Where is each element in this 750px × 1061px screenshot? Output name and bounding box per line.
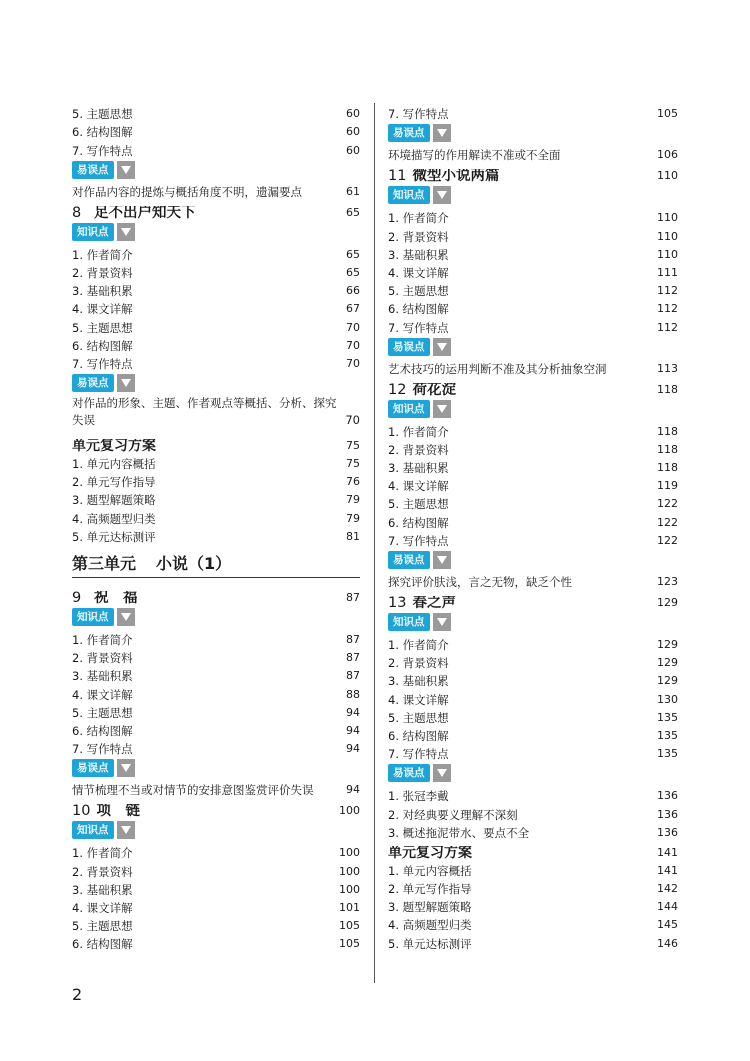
entry-title: 艺术技巧的运用判断不准及其分析抽象空洞 (388, 361, 607, 376)
toc-mistake-entry[interactable] (388, 572, 678, 589)
toc-entry[interactable] (72, 860, 360, 878)
tag-label: 易误点 (72, 374, 114, 392)
toc-entry[interactable] (388, 803, 678, 821)
toc-entry[interactable] (388, 207, 678, 225)
entry-title: 5. 主题思想 (388, 710, 449, 725)
toc-entry[interactable] (388, 896, 678, 914)
entry-page: 129 (657, 674, 678, 688)
chapter-page: 87 (346, 590, 360, 604)
entry-title: 2. 背景资料 (388, 229, 449, 244)
review-page: 141 (657, 845, 678, 859)
entry-page: 145 (657, 918, 678, 932)
toc-entry[interactable] (388, 103, 678, 121)
chapter-title: 祝 福 (94, 590, 138, 605)
entry-page: 136 (657, 789, 678, 803)
entry-page: 144 (657, 900, 678, 914)
chapter-title-group (72, 804, 140, 818)
knowledge-points-tag (388, 186, 451, 204)
section-tag-row (72, 371, 360, 395)
toc-entry[interactable] (72, 933, 360, 951)
page-number: 2 (72, 985, 83, 1004)
entry-page: 141 (657, 863, 678, 877)
entry-title: 6. 结构图解 (388, 515, 449, 530)
toc-entry[interactable] (72, 139, 360, 157)
toc-entry[interactable] (72, 629, 360, 647)
entry-page: 61 (346, 184, 360, 198)
entry-title: 1. 张冠李戴 (388, 789, 449, 804)
unit-subtitle: 小说（1） (156, 553, 232, 573)
unit-title: 第三单元 (72, 553, 137, 573)
toc-entry[interactable] (388, 914, 678, 932)
chevron-down-icon (433, 551, 451, 569)
toc-entry[interactable] (72, 121, 360, 139)
common-mistakes-tag (388, 764, 451, 782)
knowledge-points-tag (388, 613, 451, 631)
chapter-number: 11 (388, 169, 407, 184)
chapter-title: 项 链 (96, 804, 140, 819)
chapter-heading[interactable] (72, 199, 360, 220)
entry-title: 5. 主题思想 (72, 107, 133, 122)
toc-entry[interactable] (72, 507, 360, 525)
entry-page: 136 (657, 825, 678, 839)
entry-title: 2. 背景资料 (72, 864, 133, 879)
entry-page: 87 (346, 633, 360, 646)
entry-page: 122 (657, 497, 678, 511)
section-tag-row (72, 158, 360, 182)
entry-title: 7. 写作特点 (388, 320, 449, 335)
entry-title: 5. 主题思想 (72, 919, 133, 934)
entry-page: 88 (346, 687, 360, 701)
entry-title: 对作品内容的提炼与概括角度不明，遗漏要点 (72, 184, 302, 199)
chapter-title-group (72, 206, 196, 220)
toc-entry[interactable] (388, 634, 678, 652)
chapter-title: 微型小说两篇 (412, 169, 500, 184)
toc-entry[interactable] (388, 725, 678, 743)
entry-page: 105 (657, 107, 678, 121)
entry-title: 6. 结构图解 (72, 937, 133, 952)
section-tag-row (388, 183, 678, 207)
chevron-down-icon (117, 759, 135, 777)
entry-page: 60 (346, 125, 360, 139)
entry-page: 60 (346, 143, 360, 157)
toc-entry[interactable] (72, 244, 360, 262)
tag-label: 易误点 (388, 338, 430, 356)
chevron-down-icon (433, 613, 451, 631)
entry-page: 70 (345, 412, 360, 427)
entry-page: 110 (657, 211, 678, 225)
chevron-down-icon (433, 338, 451, 356)
toc-entry[interactable] (72, 683, 360, 701)
entry-page: 111 (657, 265, 678, 279)
entry-title: 3. 基础积累 (72, 669, 133, 684)
toc-entry[interactable] (72, 915, 360, 933)
chapter-heading[interactable] (388, 589, 678, 610)
knowledge-points-tag (72, 608, 135, 626)
chapter-number: 12 (388, 382, 407, 397)
chapter-page: 129 (657, 595, 678, 609)
entry-title-line2: 失误 (72, 412, 95, 427)
unit-review-heading[interactable] (388, 840, 678, 860)
common-mistakes-tag (388, 124, 451, 142)
entry-line2 (72, 412, 360, 429)
entry-title: 4. 高频题型归类 (388, 918, 472, 933)
chapter-title-group (388, 169, 499, 183)
entry-page: 106 (657, 148, 678, 162)
toc-entry[interactable] (72, 298, 360, 316)
section-tag-row (72, 756, 360, 780)
review-title: 单元复习方案 (72, 438, 156, 453)
entry-page: 101 (339, 900, 360, 914)
entry-title: 4. 课文详解 (72, 687, 133, 702)
knowledge-points-tag (72, 223, 135, 241)
tag-label: 易误点 (388, 551, 430, 569)
toc-entry[interactable] (72, 453, 360, 471)
entry-page: 70 (346, 338, 360, 352)
entry-page: 87 (346, 669, 360, 683)
entry-page: 67 (346, 302, 360, 316)
unit-heading (72, 548, 360, 578)
entry-title: 2. 对经典要义理解不深刻 (388, 807, 518, 822)
chapter-heading[interactable] (388, 162, 678, 183)
toc-entry[interactable] (388, 652, 678, 670)
entry-page: 100 (339, 846, 360, 860)
toc-entry[interactable] (72, 353, 360, 371)
section-tag-row (72, 818, 360, 842)
toc-entry[interactable] (72, 842, 360, 860)
chapter-title: 春之声 (412, 595, 456, 610)
entry-page: 112 (657, 302, 678, 316)
tag-label: 易误点 (388, 124, 430, 142)
entry-page: 70 (346, 356, 360, 370)
toc-entry[interactable] (388, 932, 678, 950)
entry-title: 1. 单元内容概括 (388, 863, 472, 878)
tag-label: 易误点 (72, 161, 114, 179)
toc-entry[interactable] (388, 298, 678, 316)
entry-title: 1. 作者简介 (72, 633, 133, 647)
entry-page: 123 (657, 574, 678, 588)
chevron-down-icon (433, 124, 451, 142)
toc-entry[interactable] (388, 262, 678, 280)
entry-title: 2. 背景资料 (388, 442, 449, 457)
entry-title: 1. 作者简介 (388, 211, 449, 226)
entry-page: 129 (657, 638, 678, 651)
section-tag-row (388, 121, 678, 145)
chapter-number: 9 (72, 590, 82, 605)
entry-title: 7. 写作特点 (72, 143, 133, 158)
entry-title: 情节梳理不当或对情节的安排意图鉴赏评价失误 (72, 783, 314, 798)
entry-page: 142 (657, 882, 678, 896)
section-tag-row (72, 605, 360, 629)
tag-label: 知识点 (388, 613, 430, 631)
entry-page: 94 (346, 705, 360, 719)
entry-page: 135 (657, 747, 678, 761)
entry-title: 2. 单元写作指导 (388, 882, 472, 897)
toc-entry[interactable] (72, 103, 360, 121)
entry-title: 1. 作者简介 (388, 638, 449, 652)
entry-title: 3. 题型解题策略 (72, 493, 156, 508)
toc-entry[interactable] (388, 493, 678, 511)
entry-title: 4. 课文详解 (388, 479, 449, 494)
entry-page: 100 (339, 882, 360, 896)
chevron-down-icon (433, 764, 451, 782)
entry-title: 4. 课文详解 (388, 692, 449, 707)
entry-title: 1. 单元内容概括 (72, 457, 156, 472)
toc-entry[interactable] (388, 743, 678, 761)
entry-page: 146 (657, 936, 678, 950)
toc-entry[interactable] (72, 897, 360, 915)
section-tag-row (388, 548, 678, 572)
tag-label: 知识点 (388, 400, 430, 418)
toc-entry[interactable] (388, 822, 678, 840)
entry-page: 94 (346, 723, 360, 737)
entry-title: 3. 概述拖泥带水、要点不全 (388, 825, 530, 840)
section-tag-row (388, 397, 678, 421)
toc-mistake-entry[interactable] (72, 395, 360, 433)
toc-entry[interactable] (388, 785, 678, 803)
entry-page: 122 (657, 533, 678, 547)
entry-title: 7. 写作特点 (388, 747, 449, 762)
toc-entry[interactable] (72, 665, 360, 683)
toc-entry[interactable] (388, 421, 678, 439)
toc-entry[interactable] (72, 647, 360, 665)
tag-label: 易误点 (388, 764, 430, 782)
entry-title: 1. 作者简介 (72, 846, 133, 861)
entry-page: 65 (346, 265, 360, 279)
entry-page: 129 (657, 656, 678, 670)
chapter-heading[interactable] (72, 584, 360, 605)
toc-entry[interactable] (388, 860, 678, 878)
entry-title: 5. 主题思想 (388, 497, 449, 512)
toc-entry[interactable] (72, 720, 360, 738)
entry-title: 4. 课文详解 (72, 900, 133, 915)
toc-entry[interactable] (388, 457, 678, 475)
entry-title: 6. 结构图解 (72, 125, 133, 140)
entry-page: 75 (346, 457, 360, 471)
chapter-page: 110 (657, 169, 678, 183)
entry-title: 3. 基础积累 (388, 674, 449, 689)
common-mistakes-tag (388, 551, 451, 569)
toc-entry[interactable] (72, 879, 360, 897)
section-tag-row (388, 761, 678, 785)
toc-entry[interactable] (72, 489, 360, 507)
entry-title: 4. 课文详解 (388, 265, 449, 280)
chapter-title-group (388, 383, 456, 397)
entry-title: 探究评价肤浅，言之无物，缺乏个性 (388, 574, 572, 589)
entry-page: 110 (657, 247, 678, 261)
entry-title-line1: 对作品的形象、主题、作者观点等概括、分析、探究 (72, 395, 337, 410)
section-tag-row (388, 610, 678, 634)
entry-page: 94 (346, 783, 360, 797)
entry-page: 118 (657, 424, 678, 438)
toc-mistake-entry[interactable] (72, 780, 360, 797)
review-title: 单元复习方案 (388, 845, 472, 860)
chevron-down-icon (117, 608, 135, 626)
entry-title: 2. 背景资料 (72, 265, 133, 280)
chevron-down-icon (433, 400, 451, 418)
toc-entry[interactable] (72, 335, 360, 353)
entry-title: 1. 作者简介 (72, 247, 133, 262)
toc-entry[interactable] (72, 316, 360, 334)
entry-title: 6. 结构图解 (72, 338, 133, 353)
entry-page: 100 (339, 864, 360, 878)
toc-entry[interactable] (72, 280, 360, 298)
section-tag-row (72, 220, 360, 244)
entry-page: 79 (346, 493, 360, 507)
entry-page: 112 (657, 284, 678, 298)
knowledge-points-tag (72, 821, 135, 839)
entry-title: 5. 单元达标测评 (72, 529, 156, 544)
chapter-page: 118 (657, 382, 678, 396)
entry-title: 7. 写作特点 (72, 356, 133, 371)
chapter-page: 100 (339, 804, 360, 818)
toc-entry[interactable] (388, 475, 678, 493)
entry-title: 5. 主题思想 (388, 284, 449, 299)
section-tag-row (388, 335, 678, 359)
entry-page: 130 (657, 692, 678, 706)
entry-title: 5. 主题思想 (72, 320, 133, 335)
common-mistakes-tag (72, 759, 135, 777)
entry-title: 3. 基础积累 (388, 247, 449, 262)
entry-title: 5. 单元达标测评 (388, 936, 472, 951)
entry-title: 环境描写的作用解读不准或不全面 (388, 148, 561, 163)
entry-title: 7. 写作特点 (388, 107, 449, 122)
chapter-heading[interactable] (388, 376, 678, 397)
toc-mistake-entry[interactable] (72, 182, 360, 199)
chapter-number: 10 (72, 804, 91, 819)
entry-page: 135 (657, 710, 678, 724)
common-mistakes-tag (72, 161, 135, 179)
entry-title: 1. 作者简介 (388, 424, 449, 439)
entry-title: 6. 结构图解 (388, 728, 449, 743)
toc-entry[interactable] (388, 530, 678, 548)
entry-page: 105 (339, 937, 360, 951)
tag-label: 知识点 (72, 223, 114, 241)
review-page: 75 (346, 438, 360, 452)
entry-page: 66 (346, 284, 360, 298)
entry-page: 105 (339, 919, 360, 933)
common-mistakes-tag (72, 374, 135, 392)
toc-entry[interactable] (388, 511, 678, 529)
entry-page: 118 (657, 442, 678, 456)
entry-title: 5. 主题思想 (72, 705, 133, 720)
chevron-down-icon (433, 186, 451, 204)
tag-label: 知识点 (388, 186, 430, 204)
chapter-title: 荷花淀 (412, 382, 456, 397)
entry-page: 76 (346, 475, 360, 489)
entry-title: 3. 基础积累 (72, 882, 133, 897)
entry-title: 2. 单元写作指导 (72, 475, 156, 490)
toc-entry[interactable] (72, 471, 360, 489)
tag-label: 知识点 (72, 821, 114, 839)
entry-page: 136 (657, 807, 678, 821)
toc-mistake-entry[interactable] (388, 359, 678, 376)
entry-title: 4. 高频题型归类 (72, 511, 156, 526)
toc-entry[interactable] (388, 225, 678, 243)
toc-entry[interactable] (388, 878, 678, 896)
tag-label: 知识点 (72, 608, 114, 626)
knowledge-points-tag (388, 400, 451, 418)
entry-page: 79 (346, 511, 360, 525)
entry-title: 3. 题型解题策略 (388, 900, 472, 915)
chapter-title: 足不出户知天下 (94, 205, 196, 220)
entry-title: 4. 课文详解 (72, 302, 133, 317)
common-mistakes-tag (388, 338, 451, 356)
chevron-down-icon (117, 223, 135, 241)
entry-page: 65 (346, 247, 360, 261)
entry-page: 113 (657, 361, 678, 375)
toc-entry[interactable] (388, 439, 678, 457)
entry-page: 60 (346, 107, 360, 121)
entry-page: 70 (346, 320, 360, 334)
toc-entry[interactable] (388, 316, 678, 334)
entry-page: 135 (657, 728, 678, 742)
entry-page: 94 (346, 742, 360, 756)
toc-entry[interactable] (388, 707, 678, 725)
chapter-number: 8 (72, 205, 82, 220)
toc-entry[interactable] (72, 526, 360, 544)
entry-page: 119 (657, 479, 678, 493)
chapter-number: 13 (388, 595, 407, 610)
toc-entry[interactable] (72, 262, 360, 280)
entry-title: 7. 写作特点 (72, 742, 133, 757)
toc-entry[interactable] (388, 244, 678, 262)
chapter-title-group (72, 591, 138, 605)
toc-entry[interactable] (72, 702, 360, 720)
chapter-page: 65 (346, 205, 360, 219)
column-divider (374, 103, 375, 983)
entry-page: 118 (657, 461, 678, 475)
entry-title: 3. 基础积累 (388, 461, 449, 476)
chevron-down-icon (117, 374, 135, 392)
entry-page: 87 (346, 651, 360, 665)
entry-page: 122 (657, 515, 678, 529)
chapter-title-group (388, 596, 456, 610)
entry-page: 112 (657, 320, 678, 334)
toc-left-column (72, 103, 360, 951)
entry-title: 2. 背景资料 (72, 651, 133, 666)
toc-entry[interactable] (388, 688, 678, 706)
entry-title: 3. 基础积累 (72, 284, 133, 299)
unit-review-heading[interactable] (72, 433, 360, 453)
chevron-down-icon (117, 161, 135, 179)
entry-title: 6. 结构图解 (388, 302, 449, 317)
toc-mistake-entry[interactable] (388, 145, 678, 162)
entry-title: 6. 结构图解 (72, 723, 133, 738)
entry-title: 7. 写作特点 (388, 533, 449, 548)
chapter-heading[interactable] (72, 797, 360, 818)
entry-page: 110 (657, 229, 678, 243)
entry-title: 2. 背景资料 (388, 656, 449, 671)
toc-entry[interactable] (388, 670, 678, 688)
toc-right-column (388, 103, 678, 951)
toc-entry[interactable] (388, 280, 678, 298)
toc-entry[interactable] (72, 738, 360, 756)
entry-page: 81 (346, 529, 360, 543)
tag-label: 易误点 (72, 759, 114, 777)
chevron-down-icon (117, 821, 135, 839)
